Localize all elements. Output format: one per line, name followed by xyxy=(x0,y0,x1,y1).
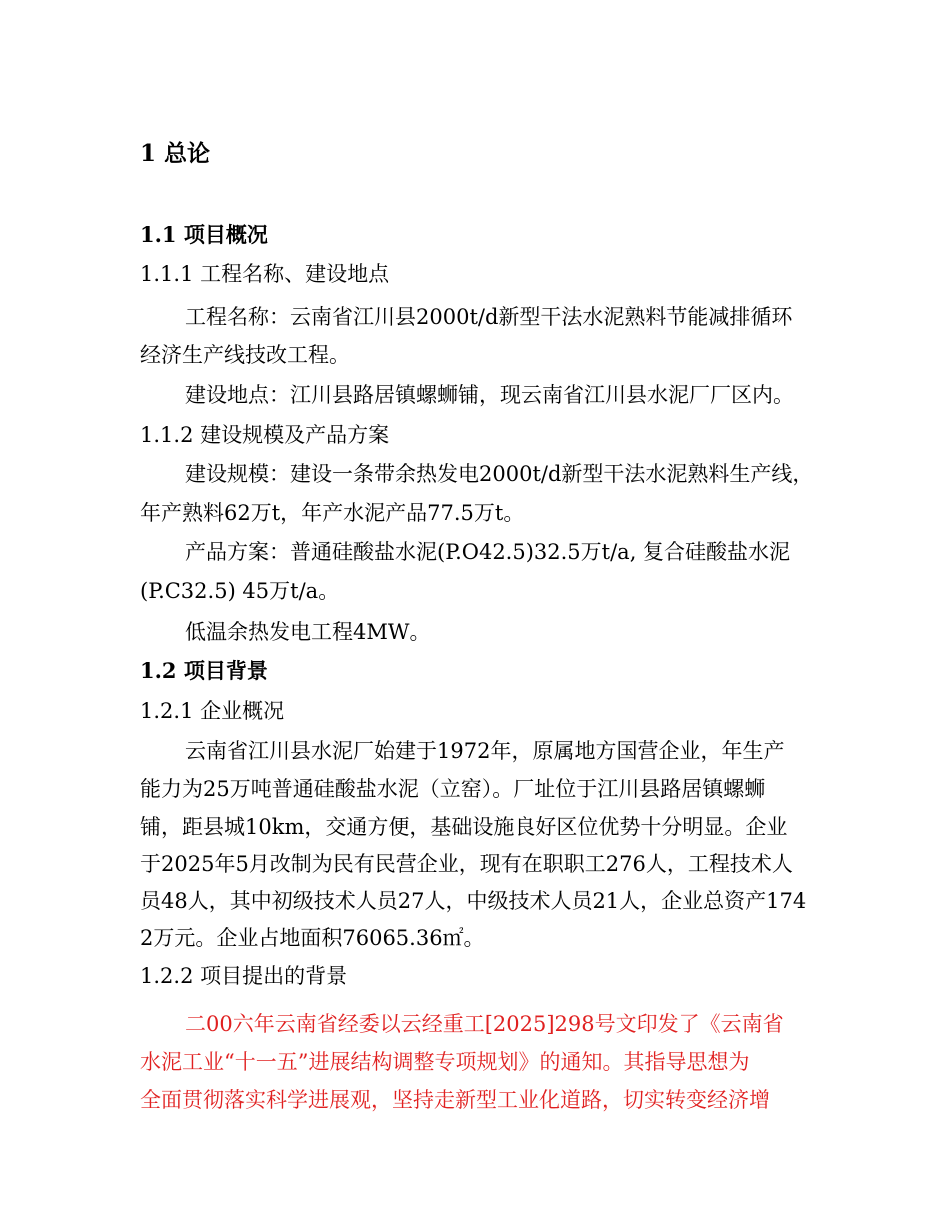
paragraph-power: 低温余热发电工程4MW。 xyxy=(185,620,431,644)
section-heading-1-2: 1.2 项目背景 xyxy=(140,658,268,683)
paragraph-background-line-3: 全面贯彻落实科学进展观，坚持走新型工业化道路，切实转变经济增 xyxy=(140,1088,770,1112)
paragraph-scale-line-2: 年产熟料62万t，年产水泥产品77.5万t。 xyxy=(140,501,525,525)
subsection-heading-1-1-1: 1.1.1 工程名称、建设地点 xyxy=(140,262,390,286)
paragraph-scale-line-1: 建设规模：建设一条带余热发电2000t/d新型干法水泥熟料生产线， xyxy=(185,462,814,486)
subsection-heading-1-1-2: 1.1.2 建设规模及产品方案 xyxy=(140,423,390,447)
paragraph-enterprise-line-4: 于2025年5月改制为民有民营企业，现有在职职工276人，工程技术人 xyxy=(140,852,793,876)
paragraph-enterprise-line-5: 员48人，其中初级技术人员27人，中级技术人员21人，企业总资产174 xyxy=(140,889,807,913)
paragraph-background-line-2: 水泥工业“十一五”进展结构调整专项规划》的通知。其指导思想为 xyxy=(140,1050,750,1074)
paragraph-enterprise-line-1: 云南省江川县水泥厂始建于1972年，原属地方国营企业，年生产 xyxy=(185,739,785,763)
paragraph-enterprise-line-3: 铺，距县城10km，交通方便，基础设施良好区位优势十分明显。企业 xyxy=(140,815,788,839)
subsection-heading-1-2-1: 1.2.1 企业概况 xyxy=(140,699,285,723)
subsection-heading-1-2-2: 1.2.2 项目提出的背景 xyxy=(140,964,348,988)
paragraph-product-line-1: 产品方案：普通硅酸盐水泥(P.O42.5)32.5万t/a, 复合硅酸盐水泥 xyxy=(185,540,791,564)
paragraph-site: 建设地点：江川县路居镇螺蛳铺，现云南省江川县水泥厂厂区内。 xyxy=(185,383,794,407)
paragraph-enterprise-line-2: 能力为25万吨普通硅酸盐水泥（立窑）。厂址位于江川县路居镇螺蛳 xyxy=(140,777,766,801)
paragraph-project-name-line-2: 经济生产线技改工程。 xyxy=(140,343,350,367)
paragraph-enterprise-line-6: 2万元。企业占地面积76065.36㎡。 xyxy=(140,926,485,950)
paragraph-background-line-1: 二00六年云南省经委以云经重工[2025]298号文印发了《云南省 xyxy=(185,1012,784,1036)
paragraph-project-name-line-1: 工程名称：云南省江川县2000t/d新型干法水泥熟料节能减排循环 xyxy=(185,305,793,329)
chapter-title: 1 总论 xyxy=(140,140,211,167)
paragraph-product-line-2: (P.C32.5) 45万t/a。 xyxy=(140,579,340,603)
section-heading-1-1: 1.1 项目概况 xyxy=(140,222,268,247)
